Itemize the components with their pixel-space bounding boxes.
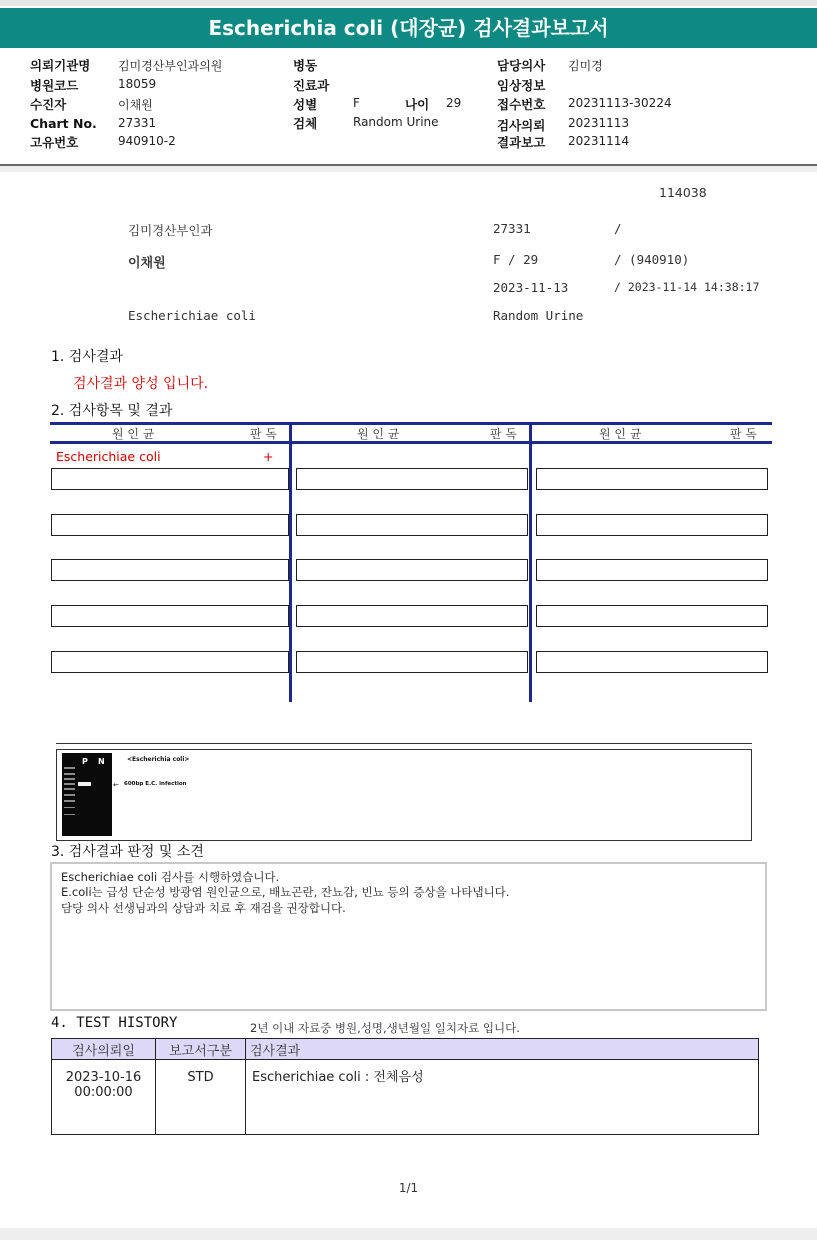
clinic-name: 김미경산부인과 [128, 223, 213, 238]
header-label: 고유번호 [30, 135, 79, 150]
header-label: 검사의뢰 [497, 118, 546, 133]
gel-caption: <Escherichia coli> [127, 756, 190, 763]
report-datetime: / 2023-11-14 14:38:17 [614, 280, 760, 294]
page-number: 1/1 [398, 1181, 419, 1195]
result-cell [536, 651, 768, 673]
header-value: 20231114 [568, 134, 630, 148]
history-note: 2년 이내 자료중 병원,성명,생년월일 일치자료 입니다. [250, 1021, 520, 1035]
header-value: Random Urine [353, 115, 439, 129]
sex-age: F / 29 [493, 252, 539, 267]
history-header-row [52, 1039, 759, 1060]
column-divider [529, 422, 532, 702]
gel-top-rule [56, 743, 752, 744]
result-cell [51, 651, 289, 673]
header-value: 940910-2 [118, 134, 176, 148]
column-header-organism: 원 인 균 [357, 427, 400, 441]
header-label: Chart No. [30, 116, 97, 131]
band-label: 600bp E.C. infection [124, 781, 187, 787]
history-table [51, 1038, 759, 1135]
header-value: F [353, 96, 360, 110]
opinion-line: 담당 의사 선생님과의 상담과 치료 후 재검을 권장합니다. [61, 901, 346, 915]
header-info [0, 50, 817, 164]
table-top-rule [50, 422, 772, 425]
test-name: Escherichiae coli [128, 308, 256, 323]
result-cell [296, 651, 528, 673]
result-cell [296, 514, 528, 536]
history-header-date: 검사의뢰일 [52, 1039, 156, 1060]
header-label: 담당의사 [497, 58, 546, 73]
header-value: 18059 [118, 77, 157, 91]
report-code: 114038 [659, 185, 707, 200]
header-value: 김미경산부인과의원 [118, 59, 223, 73]
result-cell [51, 559, 289, 581]
table-header-rule [50, 441, 772, 444]
header-shadow [0, 166, 817, 172]
result-cell [296, 468, 528, 490]
result-cell [296, 559, 528, 581]
result-cell [51, 514, 289, 536]
result-cell [536, 468, 768, 490]
section-3-title: 3. 검사결과 판정 및 소견 [51, 844, 204, 860]
header-label: 성별 [293, 97, 318, 112]
top-edge [0, 0, 817, 6]
header-label: 병원코드 [30, 78, 79, 93]
result-cell [536, 514, 768, 536]
result-summary: 검사결과 양성 입니다. [73, 376, 209, 392]
header-label: 의뢰기관명 [30, 58, 91, 73]
history-result: Escherichiae coli : 전체음성 [246, 1060, 759, 1135]
bottom-edge [0, 1228, 817, 1240]
header-value: 김미경 [568, 59, 603, 73]
column-header-judgement: 판 독 [490, 427, 517, 441]
header-value: 20231113-30224 [568, 96, 672, 110]
result-cell [536, 605, 768, 627]
section-2-title: 2. 검사항목 및 결과 [51, 403, 173, 419]
column-header-judgement: 판 독 [250, 427, 277, 441]
result-cell [51, 468, 289, 490]
history-type: STD [156, 1060, 246, 1135]
header-value: 29 [446, 96, 462, 110]
header-label: 진료과 [293, 78, 330, 93]
header-value: 20231113 [568, 116, 630, 130]
header-label: 검체 [293, 116, 318, 131]
specimen: Random Urine [493, 308, 584, 323]
arrow-icon: ← [113, 781, 119, 789]
patient-name: 이채원 [128, 256, 166, 271]
collect-date: 2023-11-13 [493, 280, 569, 295]
opinion-line: E.coli는 급성 단순성 방광염 원인균으로, 배뇨곤란, 잔뇨감, 빈뇨 등의 증상을 나타냅니다. [61, 885, 510, 899]
history-header-type: 보고서구분 [156, 1039, 246, 1060]
column-divider [289, 422, 292, 702]
header-label: 임상정보 [497, 78, 546, 93]
header-label: 병동 [293, 58, 318, 73]
section-1-title: 1. 검사결과 [51, 349, 123, 365]
column-header-judgement: 판 독 [730, 427, 757, 441]
table-row [52, 1060, 759, 1135]
header-label: 접수번호 [497, 97, 546, 112]
history-header-result: 검사결과 [246, 1039, 759, 1060]
header-label: 나이 [405, 97, 430, 112]
column-header-organism: 원 인 균 [599, 427, 642, 441]
opinion-line: Escherichiae coli 검사를 시행하였습니다. [61, 870, 280, 884]
lane-p-label: P [82, 757, 88, 766]
result-cell [51, 605, 289, 627]
result-cell [536, 559, 768, 581]
history-time: 00:00:00 [74, 1085, 133, 1100]
result-cell [296, 605, 528, 627]
organism-judgement: + [263, 449, 274, 464]
birth-id: / (940910) [614, 252, 690, 267]
history-date-cell [52, 1060, 156, 1135]
history-date: 2023-10-16 [65, 1070, 142, 1085]
lane-n-label: N [98, 757, 105, 766]
chart-number: 27331 [493, 221, 531, 236]
header-value: 27331 [118, 116, 157, 130]
header-label: 수진자 [30, 97, 67, 112]
organism-name: Escherichiae coli [56, 449, 161, 464]
column-header-organism: 원 인 균 [112, 427, 155, 441]
header-value: 이채원 [118, 98, 153, 112]
report-title: Escherichia coli (대장균) 검사결과보고서 [0, 8, 817, 48]
section-4-title: 4. TEST HISTORY [51, 1015, 178, 1031]
chart-slash: / [614, 221, 622, 236]
header-label: 결과보고 [497, 135, 546, 150]
